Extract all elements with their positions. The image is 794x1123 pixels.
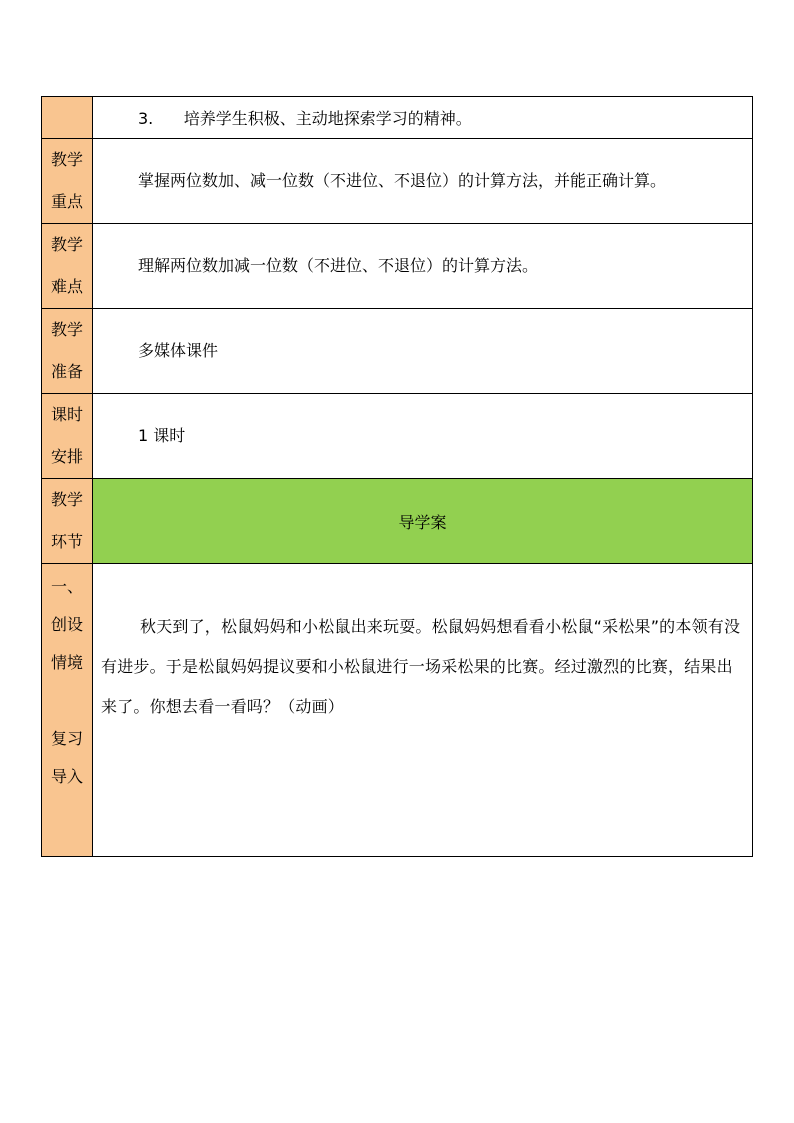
row-label-empty [42,97,93,139]
section-title: 导学案 [93,479,753,564]
objectives-row [42,97,753,139]
row-content: 理解两位数加减一位数（不进位、不退位）的计算方法。 [93,224,753,309]
row-content: 1 课时 [93,394,753,479]
intro-row [42,564,753,857]
lesson-plan-table [41,96,753,857]
intro-paragraph: 秋天到了，松鼠妈妈和小松鼠出来玩耍。松鼠妈妈想看看小松鼠“采松果”的本领有没有进步。于是松鼠妈妈提议要和小松鼠进行一场采松果的比赛。经过激烈的比赛，结果出来了。你想去看一看吗？（动画） [101,617,741,716]
objective-text: 培养学生积极、主动地探索学习的精神。 [183,109,472,128]
difficulties-row [42,224,753,309]
row-content: 多媒体课件 [93,309,753,394]
intro-content [93,564,753,857]
row-label: 教学 重点 [42,139,93,224]
schedule-row [42,394,753,479]
section-row [42,479,753,564]
intro-label: 一、 创设 情境 复习 导入 [42,564,93,857]
objective-number: 3. [138,109,154,128]
row-label: 教学 准备 [42,309,93,394]
preparation-row [42,309,753,394]
key-points-row [42,139,753,224]
row-label: 教学 难点 [42,224,93,309]
objective-cell [93,97,753,139]
row-label: 课时 安排 [42,394,93,479]
row-content: 掌握两位数加、减一位数（不进位、不退位）的计算方法，并能正确计算。 [93,139,753,224]
row-label: 教学 环节 [42,479,93,564]
